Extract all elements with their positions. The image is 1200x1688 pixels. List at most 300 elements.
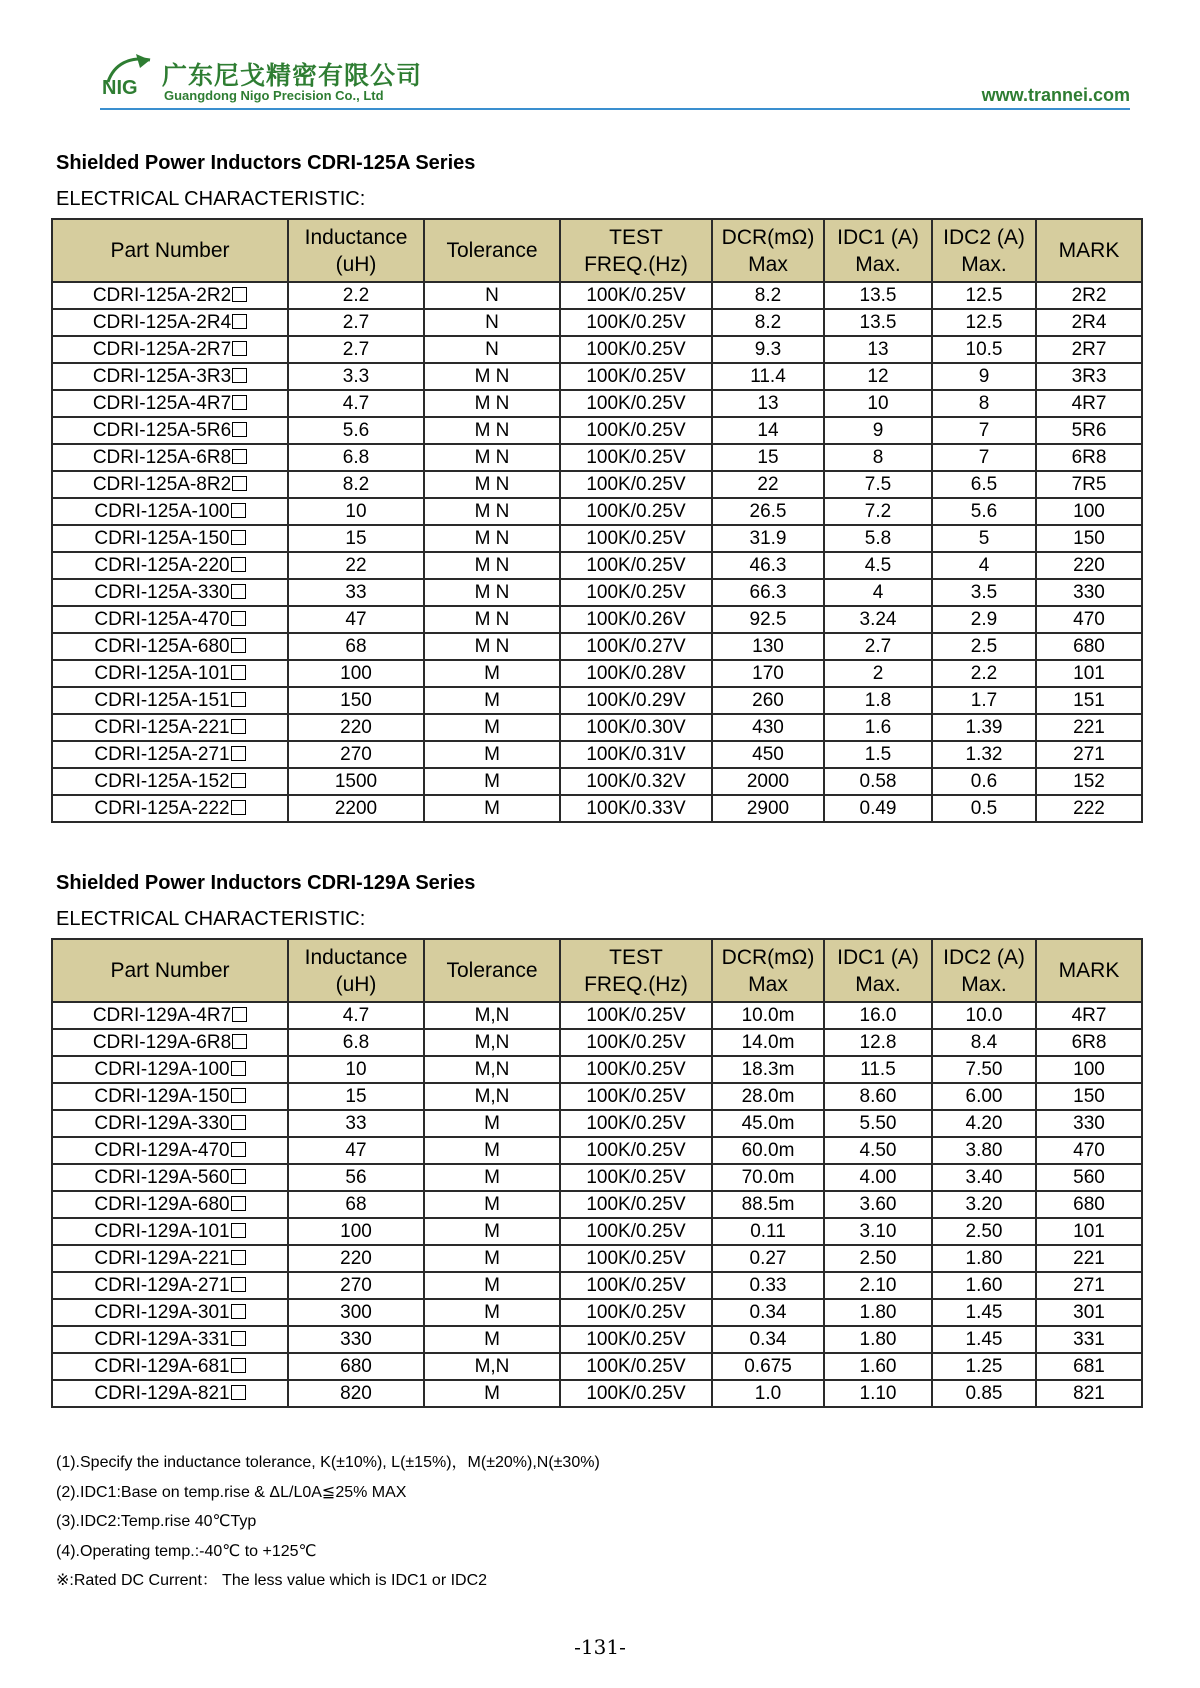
cell-test-freq: 100K/0.25V (560, 471, 712, 498)
cell-dcr: 13 (712, 390, 824, 417)
cell-inductance: 15 (288, 1083, 424, 1110)
cell-mark: 271 (1036, 741, 1142, 768)
table-header (52, 939, 1142, 1002)
cell-test-freq: 100K/0.28V (560, 660, 712, 687)
cell-idc1: 1.5 (824, 741, 932, 768)
table-body (52, 1002, 1142, 1407)
subtitle-129a: ELECTRICAL CHARACTERISTIC: (56, 908, 366, 930)
tolerance-code-box-icon (232, 368, 247, 383)
cell-tolerance: M,N (424, 1029, 560, 1056)
cell-part-number (52, 1326, 288, 1353)
cell-tolerance: M (424, 687, 560, 714)
cell-test-freq: 100K/0.29V (560, 687, 712, 714)
cell-test-freq: 100K/0.25V (560, 1191, 712, 1218)
part-number-text: CDRI-129A-221 (94, 1248, 230, 1269)
cell-mark: 4R7 (1036, 390, 1142, 417)
cell-test-freq: 100K/0.25V (560, 1164, 712, 1191)
cell-idc2: 0.5 (932, 795, 1036, 822)
tolerance-code-box-icon (232, 341, 247, 356)
table-row (52, 1083, 1142, 1110)
tolerance-code-box-icon (231, 1115, 246, 1130)
tolerance-code-box-icon (231, 665, 246, 680)
cell-idc2: 2.9 (932, 606, 1036, 633)
cell-tolerance: M,N (424, 1056, 560, 1083)
column-header-test-freq: TEST FREQ.(Hz) (560, 219, 712, 282)
cell-test-freq: 100K/0.25V (560, 390, 712, 417)
table-row (52, 498, 1142, 525)
cell-mark: 101 (1036, 660, 1142, 687)
cell-inductance: 6.8 (288, 1029, 424, 1056)
cell-part-number (52, 1245, 288, 1272)
table-row (52, 1380, 1142, 1407)
cell-part-number (52, 741, 288, 768)
tolerance-code-box-icon (231, 773, 246, 788)
cell-inductance: 47 (288, 606, 424, 633)
website-url: www.trannei.com (981, 85, 1130, 105)
cell-idc1: 11.5 (824, 1056, 932, 1083)
part-number-text: CDRI-125A-4R7 (92, 393, 232, 414)
cell-test-freq: 100K/0.25V (560, 1245, 712, 1272)
cell-part-number (52, 1191, 288, 1218)
cell-idc1: 12 (824, 363, 932, 390)
note-2: (2).IDC1:Base on temp.rise & ΔL/L0A≦25% MAX (56, 1483, 407, 1501)
cell-inductance: 33 (288, 1110, 424, 1137)
tolerance-code-box-icon (232, 1034, 247, 1049)
cell-inductance: 100 (288, 660, 424, 687)
cell-part-number (52, 309, 288, 336)
part-number-text: CDRI-125A-3R3 (92, 366, 232, 387)
cell-idc2: 1.80 (932, 1245, 1036, 1272)
cell-dcr: 430 (712, 714, 824, 741)
cell-inductance: 4.7 (288, 390, 424, 417)
part-number-text: CDRI-125A-151 (94, 690, 230, 711)
cell-mark: 6R8 (1036, 444, 1142, 471)
table-row (52, 660, 1142, 687)
cell-idc1: 16.0 (824, 1002, 932, 1029)
cell-test-freq: 100K/0.25V (560, 1272, 712, 1299)
table-row (52, 1218, 1142, 1245)
cell-tolerance: N (424, 282, 560, 309)
table-row (52, 525, 1142, 552)
cell-part-number (52, 1218, 288, 1245)
part-number-text: CDRI-125A-221 (94, 717, 230, 738)
table-row (52, 309, 1142, 336)
cell-mark: 330 (1036, 579, 1142, 606)
cell-idc2: 3.40 (932, 1164, 1036, 1191)
cell-inductance: 300 (288, 1299, 424, 1326)
cell-idc2: 10.0 (932, 1002, 1036, 1029)
cell-inductance: 270 (288, 741, 424, 768)
cell-idc2: 7 (932, 444, 1036, 471)
cell-mark: 152 (1036, 768, 1142, 795)
cell-idc1: 3.24 (824, 606, 932, 633)
part-number-text: CDRI-125A-150 (94, 528, 230, 549)
cell-mark: 821 (1036, 1380, 1142, 1407)
cell-test-freq: 100K/0.25V (560, 525, 712, 552)
cell-idc1: 1.80 (824, 1326, 932, 1353)
cell-inductance: 100 (288, 1218, 424, 1245)
cell-inductance: 2200 (288, 795, 424, 822)
table-row (52, 552, 1142, 579)
cell-dcr: 31.9 (712, 525, 824, 552)
cell-inductance: 270 (288, 1272, 424, 1299)
cell-inductance: 2.2 (288, 282, 424, 309)
cell-idc1: 4.5 (824, 552, 932, 579)
cell-mark: 150 (1036, 1083, 1142, 1110)
tolerance-code-box-icon (232, 314, 247, 329)
cell-tolerance: N (424, 336, 560, 363)
cell-mark: 221 (1036, 1245, 1142, 1272)
part-number-text: CDRI-125A-330 (94, 582, 230, 603)
table-row (52, 741, 1142, 768)
cell-dcr: 130 (712, 633, 824, 660)
cell-dcr: 0.33 (712, 1272, 824, 1299)
cell-test-freq: 100K/0.25V (560, 1326, 712, 1353)
cell-tolerance: M N (424, 633, 560, 660)
cell-dcr: 14.0m (712, 1029, 824, 1056)
cell-test-freq: 100K/0.25V (560, 1137, 712, 1164)
cell-part-number (52, 444, 288, 471)
cell-tolerance: M (424, 1164, 560, 1191)
cell-test-freq: 100K/0.30V (560, 714, 712, 741)
column-header-test-freq: TEST FREQ.(Hz) (560, 939, 712, 1002)
cell-test-freq: 100K/0.26V (560, 606, 712, 633)
part-number-text: CDRI-125A-5R6 (92, 420, 232, 441)
cell-dcr: 11.4 (712, 363, 824, 390)
cell-test-freq: 100K/0.25V (560, 1056, 712, 1083)
cell-idc1: 4 (824, 579, 932, 606)
tolerance-code-box-icon (232, 395, 247, 410)
cell-inductance: 820 (288, 1380, 424, 1407)
cell-idc1: 8 (824, 444, 932, 471)
part-number-text: CDRI-129A-560 (94, 1167, 230, 1188)
cell-test-freq: 100K/0.25V (560, 417, 712, 444)
tolerance-code-box-icon (231, 1196, 246, 1211)
cell-test-freq: 100K/0.32V (560, 768, 712, 795)
note-rated-current: ※:Rated DC Current： The less value which is IDC1 or IDC2 (56, 1572, 488, 1589)
cell-mark: 680 (1036, 1191, 1142, 1218)
part-number-text: CDRI-125A-152 (94, 771, 230, 792)
cell-part-number (52, 1137, 288, 1164)
cell-mark: 271 (1036, 1272, 1142, 1299)
cell-part-number (52, 579, 288, 606)
cell-dcr: 0.675 (712, 1353, 824, 1380)
cell-idc1: 2.50 (824, 1245, 932, 1272)
cell-mark: 470 (1036, 1137, 1142, 1164)
cell-idc2: 1.45 (932, 1299, 1036, 1326)
section-title-129a: Shielded Power Inductors CDRI-129A Series (56, 872, 476, 894)
table-row (52, 1029, 1142, 1056)
cell-idc2: 7.50 (932, 1056, 1036, 1083)
part-number-text: CDRI-125A-271 (94, 744, 230, 765)
part-number-text: CDRI-125A-2R2 (92, 285, 232, 306)
part-number-text: CDRI-129A-330 (94, 1113, 230, 1134)
cell-test-freq: 100K/0.33V (560, 795, 712, 822)
page-header (100, 48, 1130, 110)
cell-tolerance: M N (424, 471, 560, 498)
cell-idc1: 13 (824, 336, 932, 363)
part-number-text: CDRI-125A-222 (94, 798, 230, 819)
cell-idc1: 3.60 (824, 1191, 932, 1218)
table-row (52, 1326, 1142, 1353)
spec-table-129a (51, 938, 1143, 1408)
table-row (52, 1056, 1142, 1083)
spec-table-125a (51, 218, 1143, 823)
cell-test-freq: 100K/0.25V (560, 498, 712, 525)
cell-test-freq: 100K/0.25V (560, 444, 712, 471)
cell-dcr: 0.11 (712, 1218, 824, 1245)
cell-part-number (52, 336, 288, 363)
cell-part-number (52, 525, 288, 552)
cell-tolerance: M (424, 714, 560, 741)
cell-idc2: 1.60 (932, 1272, 1036, 1299)
cell-part-number (52, 1299, 288, 1326)
cell-test-freq: 100K/0.25V (560, 1083, 712, 1110)
cell-dcr: 10.0m (712, 1002, 824, 1029)
cell-part-number (52, 606, 288, 633)
cell-inductance: 220 (288, 714, 424, 741)
cell-inductance: 680 (288, 1353, 424, 1380)
cell-tolerance: N (424, 309, 560, 336)
cell-tolerance: M (424, 741, 560, 768)
cell-test-freq: 100K/0.31V (560, 741, 712, 768)
cell-test-freq: 100K/0.25V (560, 1002, 712, 1029)
cell-dcr: 450 (712, 741, 824, 768)
cell-idc2: 0.85 (932, 1380, 1036, 1407)
cell-idc1: 8.60 (824, 1083, 932, 1110)
section-title-125a: Shielded Power Inductors CDRI-125A Series (56, 152, 476, 174)
cell-dcr: 0.34 (712, 1326, 824, 1353)
cell-dcr: 8.2 (712, 282, 824, 309)
tolerance-code-box-icon (231, 1088, 246, 1103)
column-header-idc1: IDC1 (A) Max. (824, 219, 932, 282)
cell-part-number (52, 471, 288, 498)
table-row (52, 1272, 1142, 1299)
cell-dcr: 22 (712, 471, 824, 498)
note-4: (4).Operating temp.:-40℃ to +125℃ (56, 1542, 317, 1560)
part-number-text: CDRI-129A-681 (94, 1356, 230, 1377)
tolerance-code-box-icon (231, 557, 246, 572)
cell-idc2: 5 (932, 525, 1036, 552)
table-row (52, 1137, 1142, 1164)
cell-mark: 7R5 (1036, 471, 1142, 498)
cell-test-freq: 100K/0.25V (560, 336, 712, 363)
cell-idc1: 7.5 (824, 471, 932, 498)
cell-inductance: 68 (288, 633, 424, 660)
cell-mark: 100 (1036, 498, 1142, 525)
table-row (52, 390, 1142, 417)
cell-tolerance: M (424, 1191, 560, 1218)
table-row (52, 1164, 1142, 1191)
tolerance-code-box-icon (232, 422, 247, 437)
table-row (52, 687, 1142, 714)
column-header-part-number: Part Number (52, 219, 288, 282)
cell-idc1: 1.10 (824, 1380, 932, 1407)
tolerance-code-box-icon (231, 746, 246, 761)
cell-idc2: 1.25 (932, 1353, 1036, 1380)
cell-tolerance: M (424, 1272, 560, 1299)
cell-dcr: 1.0 (712, 1380, 824, 1407)
company-name-en: Guangdong Nigo Precision Co., Ltd (164, 88, 384, 103)
tolerance-code-box-icon (231, 719, 246, 734)
cell-part-number (52, 1353, 288, 1380)
cell-idc2: 6.5 (932, 471, 1036, 498)
cell-idc1: 2 (824, 660, 932, 687)
tolerance-code-box-icon (231, 1277, 246, 1292)
cell-tolerance: M (424, 1218, 560, 1245)
column-header-idc2: IDC2 (A) Max. (932, 219, 1036, 282)
column-header-mark: MARK (1036, 219, 1142, 282)
table-header (52, 219, 1142, 282)
table-row (52, 1191, 1142, 1218)
company-name-cn: 广东尼戈精密有限公司 (162, 61, 423, 90)
table-row (52, 1353, 1142, 1380)
table-row (52, 444, 1142, 471)
cell-inductance: 3.3 (288, 363, 424, 390)
cell-idc1: 2.7 (824, 633, 932, 660)
table-row (52, 1110, 1142, 1137)
tolerance-code-box-icon (231, 530, 246, 545)
part-number-text: CDRI-125A-6R8 (92, 447, 232, 468)
cell-dcr: 9.3 (712, 336, 824, 363)
cell-mark: 2R2 (1036, 282, 1142, 309)
cell-inductance: 6.8 (288, 444, 424, 471)
note-3: (3).IDC2:Temp.rise 40℃Typ (56, 1513, 257, 1530)
table-row (52, 795, 1142, 822)
cell-dcr: 60.0m (712, 1137, 824, 1164)
cell-idc1: 2.10 (824, 1272, 932, 1299)
cell-inductance: 68 (288, 1191, 424, 1218)
cell-idc2: 10.5 (932, 336, 1036, 363)
tolerance-code-box-icon (231, 611, 246, 626)
cell-inductance: 1500 (288, 768, 424, 795)
cell-dcr: 2000 (712, 768, 824, 795)
cell-test-freq: 100K/0.25V (560, 1218, 712, 1245)
cell-idc1: 1.60 (824, 1353, 932, 1380)
tolerance-code-box-icon (232, 476, 247, 491)
cell-dcr: 15 (712, 444, 824, 471)
cell-inductance: 33 (288, 579, 424, 606)
cell-idc2: 1.39 (932, 714, 1036, 741)
cell-inductance: 220 (288, 1245, 424, 1272)
cell-idc2: 12.5 (932, 282, 1036, 309)
cell-mark: 222 (1036, 795, 1142, 822)
cell-mark: 2R4 (1036, 309, 1142, 336)
tolerance-code-box-icon (231, 1331, 246, 1346)
cell-idc2: 1.32 (932, 741, 1036, 768)
cell-mark: 220 (1036, 552, 1142, 579)
cell-part-number (52, 363, 288, 390)
cell-tolerance: M N (424, 498, 560, 525)
cell-tolerance: M N (424, 579, 560, 606)
cell-inductance: 10 (288, 498, 424, 525)
cell-mark: 150 (1036, 525, 1142, 552)
page-number: -131- (574, 1635, 626, 1659)
cell-inductance: 2.7 (288, 309, 424, 336)
cell-test-freq: 100K/0.27V (560, 633, 712, 660)
cell-tolerance: M N (424, 552, 560, 579)
tolerance-code-box-icon (231, 503, 246, 518)
cell-dcr: 0.34 (712, 1299, 824, 1326)
cell-dcr: 46.3 (712, 552, 824, 579)
cell-part-number (52, 417, 288, 444)
cell-dcr: 26.5 (712, 498, 824, 525)
cell-part-number (52, 1164, 288, 1191)
tolerance-code-box-icon (232, 1007, 247, 1022)
cell-idc2: 0.6 (932, 768, 1036, 795)
cell-idc1: 5.8 (824, 525, 932, 552)
cell-idc2: 5.6 (932, 498, 1036, 525)
cell-idc2: 1.45 (932, 1326, 1036, 1353)
table-row (52, 768, 1142, 795)
cell-idc1: 9 (824, 417, 932, 444)
cell-test-freq: 100K/0.25V (560, 282, 712, 309)
cell-mark: 681 (1036, 1353, 1142, 1380)
cell-idc2: 2.50 (932, 1218, 1036, 1245)
part-number-text: CDRI-129A-4R7 (92, 1005, 232, 1026)
cell-mark: 560 (1036, 1164, 1142, 1191)
cell-part-number (52, 1002, 288, 1029)
cell-tolerance: M N (424, 444, 560, 471)
cell-mark: 101 (1036, 1218, 1142, 1245)
cell-idc2: 6.00 (932, 1083, 1036, 1110)
tolerance-code-box-icon (231, 1358, 246, 1373)
cell-dcr: 260 (712, 687, 824, 714)
table-row (52, 1002, 1142, 1029)
tolerance-code-box-icon (231, 1169, 246, 1184)
cell-part-number (52, 282, 288, 309)
cell-mark: 470 (1036, 606, 1142, 633)
header-row (52, 219, 1142, 282)
cell-part-number (52, 768, 288, 795)
tolerance-code-box-icon (231, 638, 246, 653)
table-row (52, 633, 1142, 660)
cell-dcr: 45.0m (712, 1110, 824, 1137)
cell-idc1: 4.00 (824, 1164, 932, 1191)
column-header-dcr: DCR(mΩ) Max (712, 219, 824, 282)
cell-inductance: 330 (288, 1326, 424, 1353)
tolerance-code-box-icon (231, 1061, 246, 1076)
cell-tolerance: M (424, 1299, 560, 1326)
cell-tolerance: M (424, 795, 560, 822)
cell-dcr: 2900 (712, 795, 824, 822)
cell-inductance: 47 (288, 1137, 424, 1164)
cell-mark: 100 (1036, 1056, 1142, 1083)
cell-idc1: 13.5 (824, 282, 932, 309)
cell-mark: 6R8 (1036, 1029, 1142, 1056)
cell-part-number (52, 1056, 288, 1083)
cell-tolerance: M N (424, 606, 560, 633)
header-row (52, 939, 1142, 1002)
cell-part-number (52, 633, 288, 660)
column-header-idc1: IDC1 (A) Max. (824, 939, 932, 1002)
part-number-text: CDRI-129A-470 (94, 1140, 230, 1161)
cell-dcr: 0.27 (712, 1245, 824, 1272)
cell-test-freq: 100K/0.25V (560, 309, 712, 336)
cell-part-number (52, 687, 288, 714)
table-row (52, 417, 1142, 444)
part-number-text: CDRI-125A-8R2 (92, 474, 232, 495)
column-header-tolerance: Tolerance (424, 219, 560, 282)
cell-idc2: 2.5 (932, 633, 1036, 660)
cell-tolerance: M N (424, 363, 560, 390)
cell-idc1: 1.80 (824, 1299, 932, 1326)
part-number-text: CDRI-125A-2R4 (92, 312, 232, 333)
cell-test-freq: 100K/0.25V (560, 1353, 712, 1380)
cell-tolerance: M (424, 768, 560, 795)
cell-idc1: 7.2 (824, 498, 932, 525)
column-header-part-number: Part Number (52, 939, 288, 1002)
